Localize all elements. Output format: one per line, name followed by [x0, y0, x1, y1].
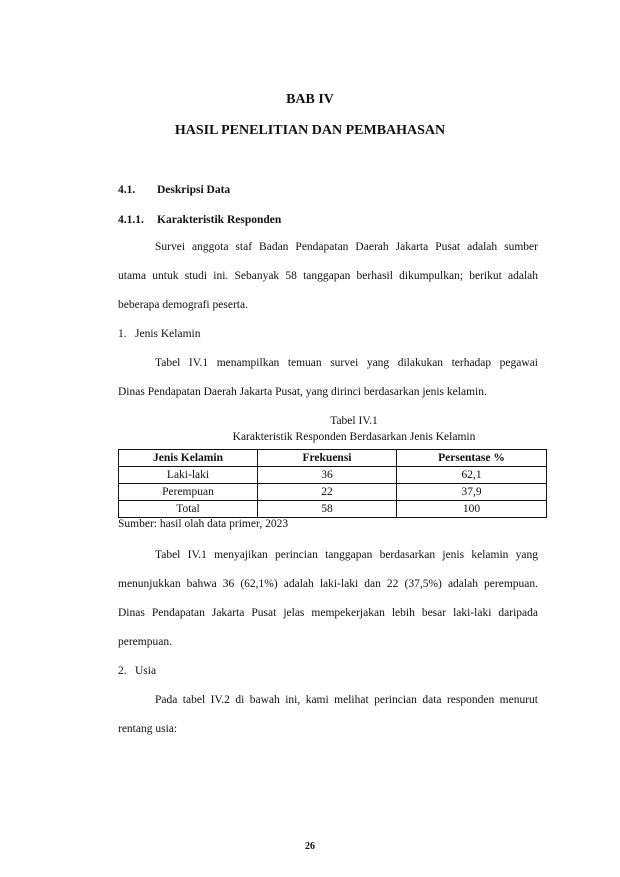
table-cell: Total — [119, 501, 258, 518]
page-number: 26 — [305, 841, 315, 852]
list-item-title: Usia — [135, 665, 157, 677]
table-cell: 100 — [397, 501, 547, 518]
section-number: 4.1. — [118, 184, 136, 196]
section-title: Deskripsi Data — [157, 184, 231, 196]
table-cell: 36 — [258, 467, 397, 484]
table-caption: Karakteristik Responden Berdasarkan Jenis Kelamin — [232, 431, 476, 443]
paragraph-line: Dinas Pendapatan Jakarta Pusat jelas mempekerjakan lebih besar laki-laki daripada — [118, 607, 538, 619]
paragraph-line: rentang usia: — [118, 723, 178, 735]
table-header-cell: Jenis Kelamin — [119, 450, 258, 467]
chapter-title: HASIL PENELITIAN DAN PEMBAHASAN — [174, 123, 446, 138]
subsection-number: 4.1.1. — [118, 214, 144, 226]
table-cell: Laki-laki — [119, 467, 258, 484]
paragraph-line: Tabel IV.1 menampilkan temuan survei yang dilakukan terhadap pegawai — [155, 357, 538, 369]
table-cell: 22 — [258, 484, 397, 501]
paragraph-line: Survei anggota staf Badan Pendapatan Daerah Jakarta Pusat adalah sumber — [155, 241, 538, 253]
table-cell: 37,9 — [397, 484, 547, 501]
list-item-number: 2. — [118, 665, 127, 677]
table-row — [119, 467, 547, 484]
table-row — [119, 501, 547, 518]
list-item-number: 1. — [118, 328, 127, 340]
paragraph-line: perempuan. — [118, 636, 172, 648]
paragraph-line: utama untuk studi ini. Sebanyak 58 tanggapan berhasil dikumpulkan; berikut adalah — [118, 270, 538, 282]
table-source: Sumber: hasil olah data primer, 2023 — [118, 518, 289, 530]
table-cell: 62,1 — [397, 467, 547, 484]
paragraph-line: menunjukkan bahwa 36 (62,1%) adalah laki-laki dan 22 (37,5%) adalah perempuan. — [118, 578, 538, 590]
list-item-title: Jenis Kelamin — [135, 328, 201, 340]
table-header-cell: Frekuensi — [258, 450, 397, 467]
paragraph-line: Dinas Pendapatan Daerah Jakarta Pusat, yang dirinci berdasarkan jenis kelamin. — [118, 386, 487, 398]
table-label: Tabel IV.1 — [330, 415, 378, 427]
table-row — [119, 484, 547, 501]
table-header-row — [119, 450, 547, 467]
paragraph-line: Tabel IV.1 menyajikan perincian tanggapan berdasarkan jenis kelamin yang — [155, 549, 538, 561]
subsection-title: Karakteristik Responden — [157, 214, 282, 226]
chapter-label: BAB IV — [286, 92, 334, 107]
table-cell: 58 — [258, 501, 397, 518]
table-header-cell: Persentase % — [397, 450, 547, 467]
paragraph-line: Pada tabel IV.2 di bawah ini, kami melihat perincian data responden menurut — [155, 694, 538, 706]
table-cell: Perempuan — [119, 484, 258, 501]
gender-table — [118, 449, 547, 518]
paragraph-line: beberapa demografi peserta. — [118, 299, 248, 311]
